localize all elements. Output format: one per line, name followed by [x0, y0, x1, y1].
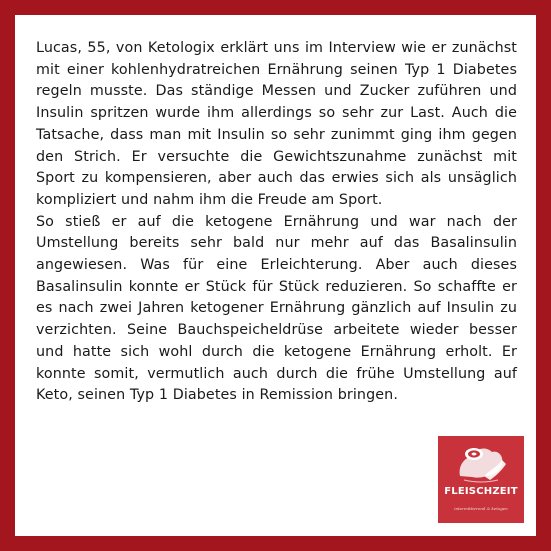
paragraph-2: So stieß er auf die ketogene Ernährung und war nach der Umstellung bereits sehr bald nur mehr auf das Basalinsulin angewiesen. Was für eine Erleichterung. Aber auch dieses Basalinsulin konnte er Stück für Stück reduzieren. So schaffte er es nach zwei Jahren ketogener Ernährung gänzlich auf Insulin zu verzichten. Seine Bauchspeicheldrüse arbeitete wieder besser und hatte sich wohl durch die ketogene Ernährung erholt. Er konnte somit, vermutlich auch durch die frühe Umstellung auf Keto, seinen Typ 1 Diabetes in Remission bringen.	[36, 213, 517, 404]
paragraph-1: Lucas, 55, von Ketologix erklärt uns im Interview wie er zunächst mit einer kohlenhydratreichen Ernährung seinen Typ 1 Diabetes regeln musste. Das ständige Messen und Zucker zuführen und Insulin spritzen wurde ihm allerdings so sehr zur Last. Auch die Tatsache, dass man mit Insulin so sehr zunimmt ging ihm gegen den Strich. Er versuchte die Gewichtszunahme zunächst mit Sport zu kompensieren, aber auch das erwies sich als unsäglich kompliziert und nahm ihm die Freude am Sport.	[36, 40, 517, 208]
logo-title: FLEISCHZEIT	[444, 486, 518, 497]
article-text	[36, 38, 517, 407]
fleischzeit-logo	[438, 436, 524, 523]
logo-subtitle: intermittierend & ketogen	[454, 506, 508, 511]
